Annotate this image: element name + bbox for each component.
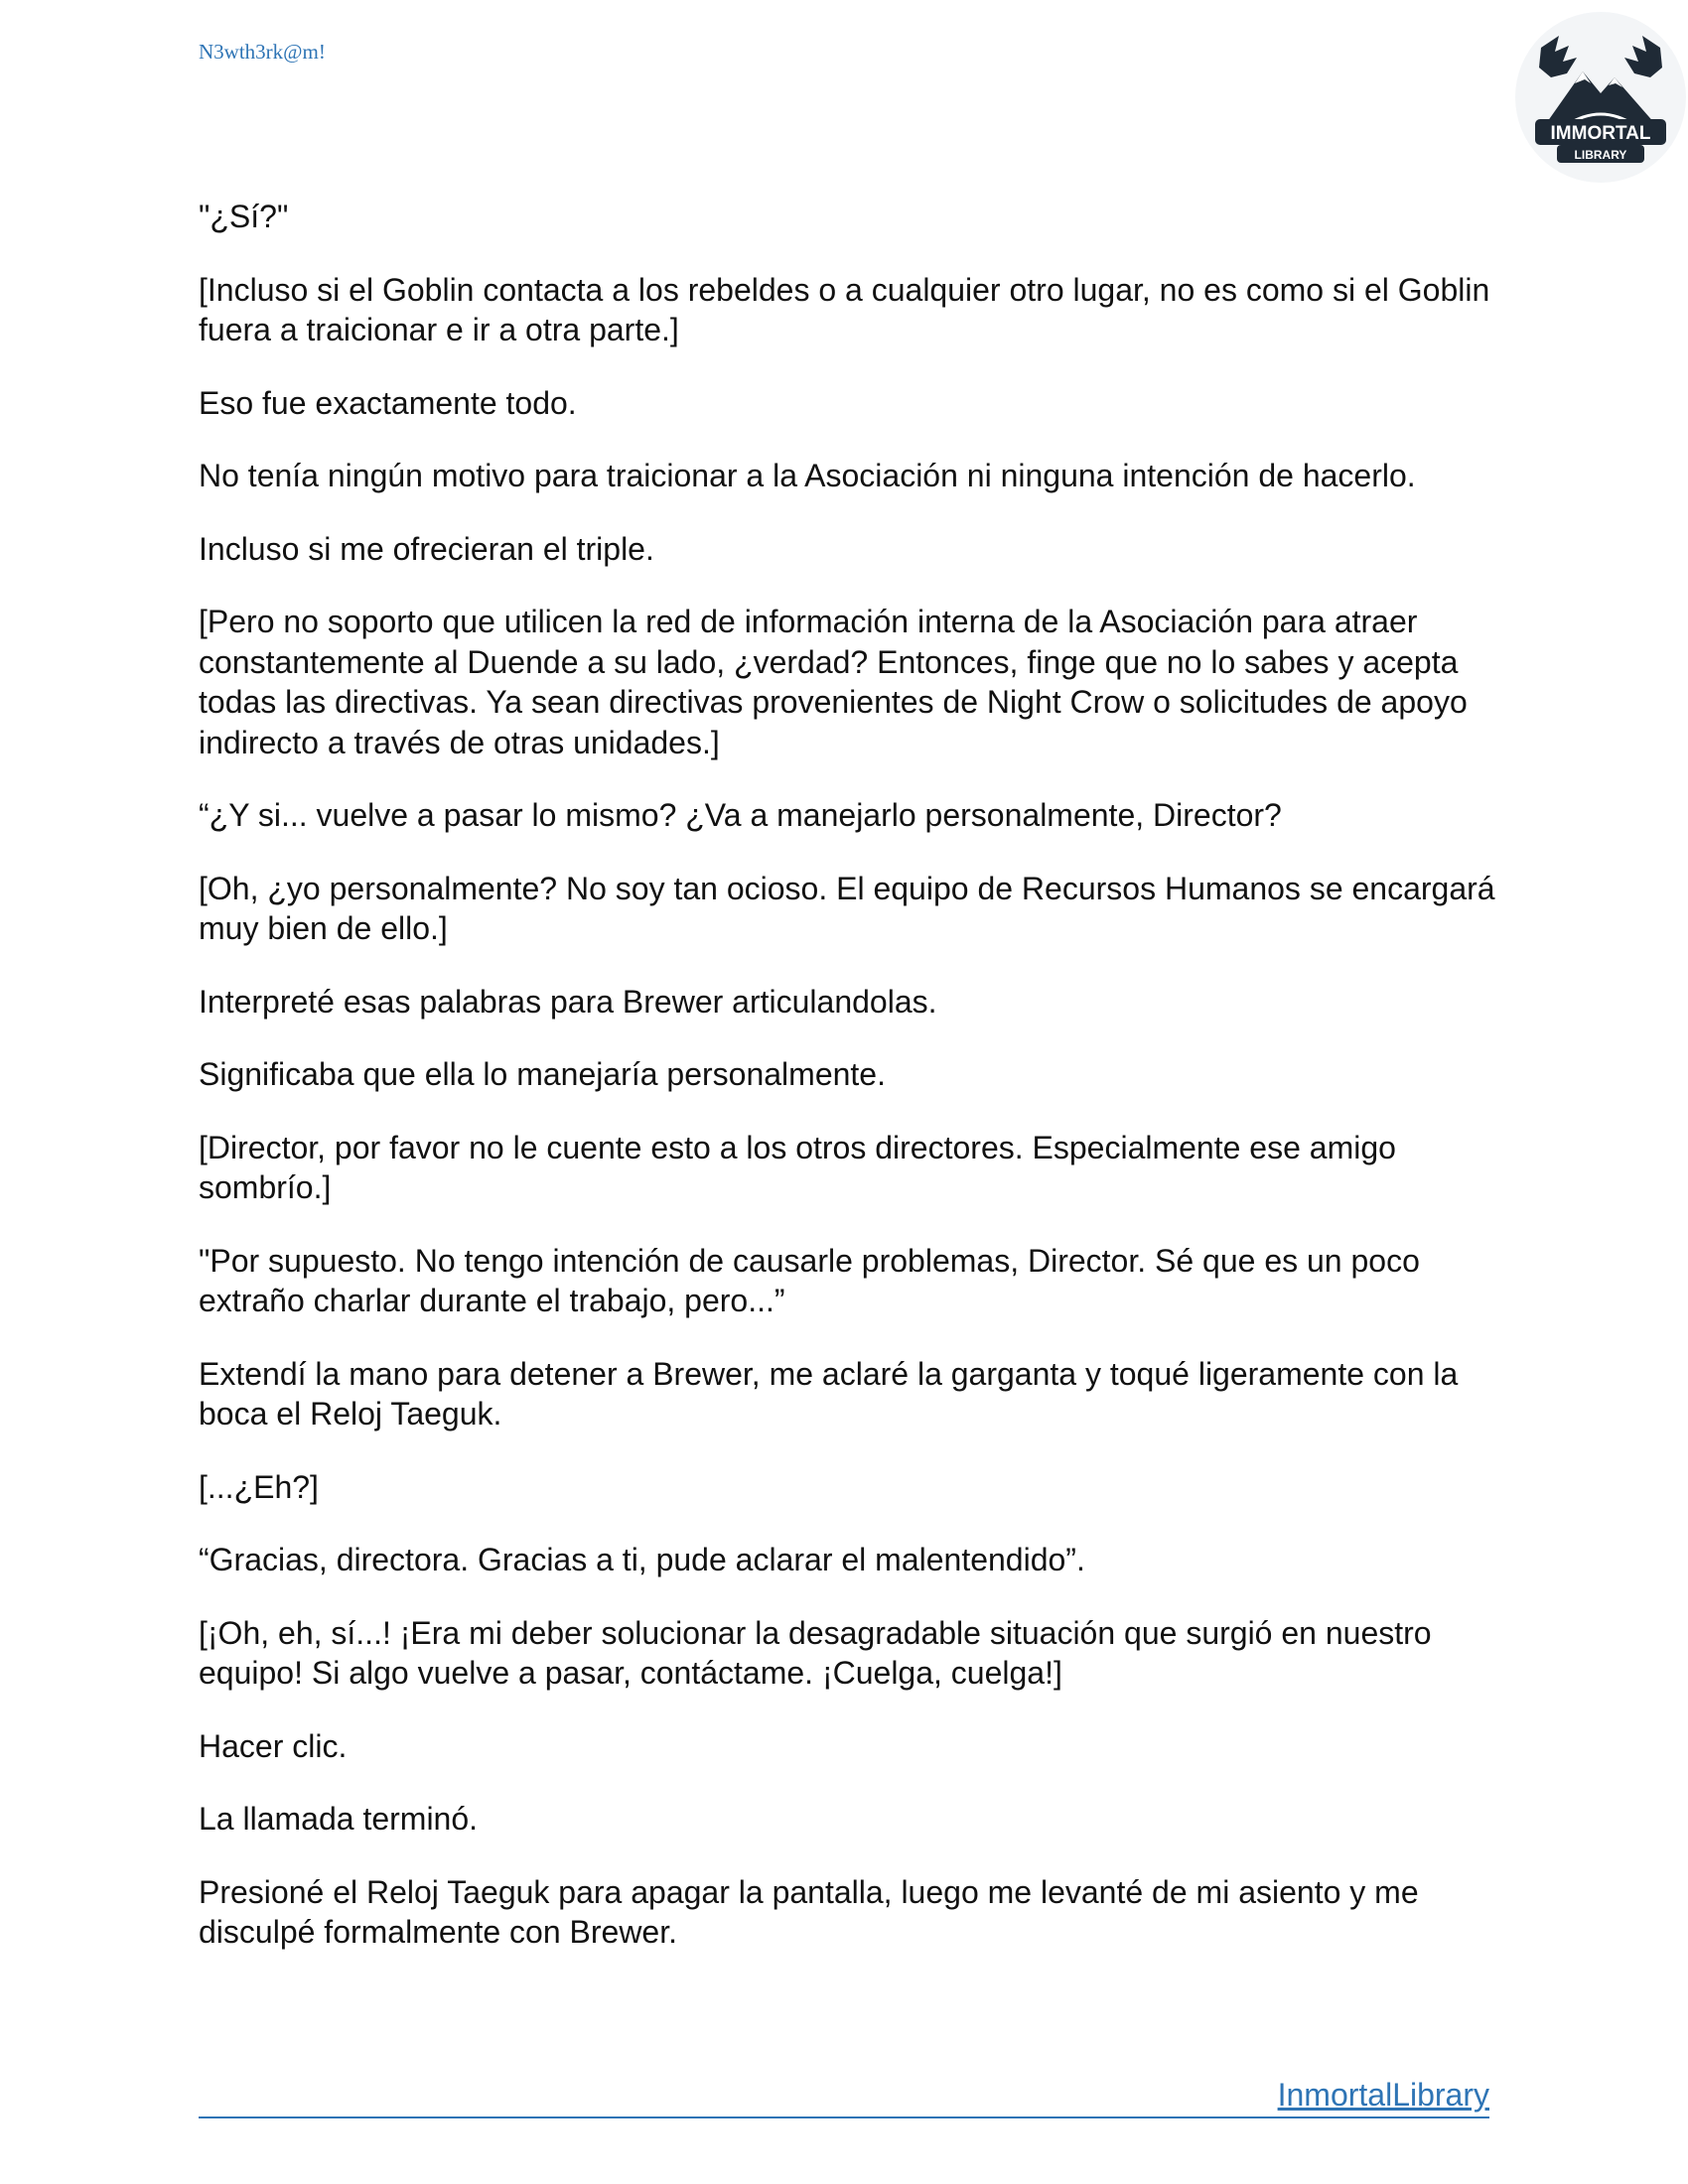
footer (199, 2077, 1489, 2118)
header-watermark-text: N3wth3rk@m! (199, 40, 326, 64)
logo-subtitle: LIBRARY (1574, 148, 1627, 162)
paragraph: Hacer clic. (199, 1727, 348, 1764)
paragraph: “Gracias, directora. Gracias a ti, pude aclarar el malentendido”. (199, 1542, 1085, 1577)
paragraph: La llamada terminó. (199, 1801, 479, 1837)
story-body (199, 197, 1499, 1985)
paragraph: “¿Y si... vuelve a pasar lo mismo? ¿Va a manejarlo personalmente, Director? (199, 797, 1282, 833)
paragraph: "Por supuesto. No tengo intención de causarle problemas, Director. Sé que es un poco extraño charlar durante el trabajo, pero...” (199, 1242, 1420, 1318)
paragraph: Presioné el Reloj Taeguk para apagar la pantalla, luego me levanté de mi asiento y me disculpé formalmente con Brewer. (199, 1873, 1419, 1950)
paragraph: Significaba que ella lo manejaría personalmente. (199, 1056, 886, 1092)
paragraph: Eso fue exactamente todo. (199, 384, 577, 421)
paragraph: [Incluso si el Goblin contacta a los rebeldes o a cualquier otro lugar, no es como si el Goblin fuera a traicionar e ir a otra parte.] (199, 271, 1490, 347)
immortal-library-logo (1511, 8, 1688, 187)
paragraph: [¡Oh, eh, sí...! ¡Era mi deber solucionar la desagradable situación que surgió en nuestro equipo! Si algo vuelve a pasar, contáctame. ¡Cuelga, cuelga!] (199, 1614, 1432, 1691)
paragraph: [Pero no soporto que utilicen la red de información interna de la Asociación para atraer constantemente al Duende a su lado, ¿verdad? Entonces, finge que no lo sabes y acepta todas las directivas. Ya sean directivas provenientes de Night Crow o solicitudes de apoyo indirecto a través de otras unidades.] (199, 604, 1468, 760)
paragraph: Interpreté esas palabras para Brewer articulandolas. (199, 983, 937, 1020)
paragraph: No tenía ningún motivo para traicionar a la Asociación ni ninguna intención de hacerlo. (199, 458, 1416, 493)
footer-link[interactable]: InmortalLibrary (1277, 2077, 1489, 2113)
logo-title: IMMORTAL (1550, 123, 1651, 144)
paragraph: [...¿Eh?] (199, 1468, 319, 1505)
paragraph: [Director, por favor no le cuente esto a los otros directores. Especialmente ese amigo sombrío.] (199, 1129, 1396, 1205)
paragraph: Extendí la mano para detener a Brewer, me aclaré la garganta y toqué ligeramente con la boca el Reloj Taeguk. (199, 1355, 1459, 1432)
paragraph: Incluso si me ofrecieran el triple. (199, 530, 654, 567)
paragraph: [Oh, ¿yo personalmente? No soy tan ocioso. El equipo de Recursos Humanos se encargará muy bien de ello.] (199, 870, 1495, 946)
paragraph: "¿Sí?" (199, 199, 289, 234)
